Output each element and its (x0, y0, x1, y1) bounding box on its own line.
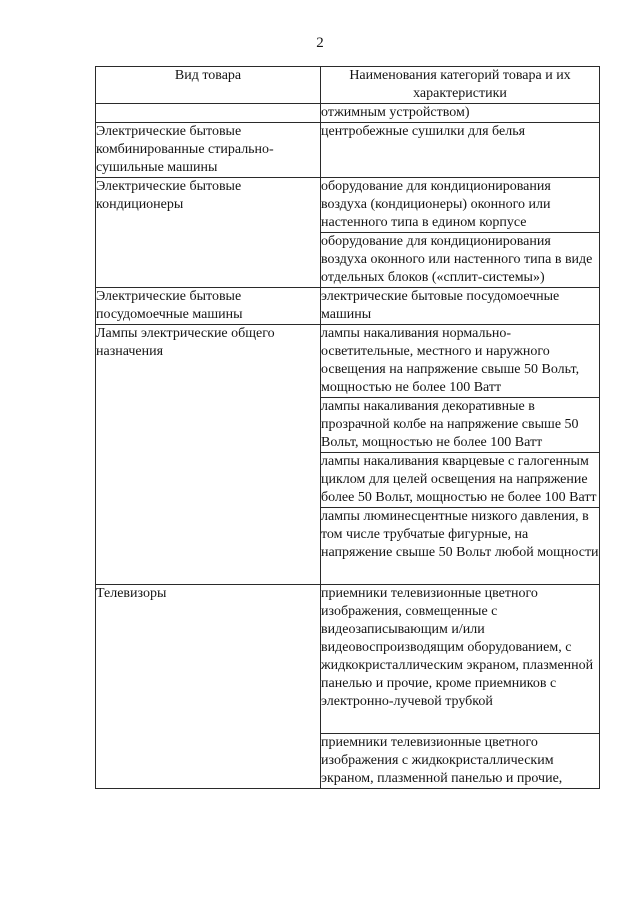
table-row (96, 325, 600, 398)
category-cell: оборудование для кондиционирования воздуха (кондиционеры) оконного или настенного типа в едином корпусе (321, 178, 600, 233)
table-row (96, 178, 600, 233)
category-cell: лампы накаливания декоративные в прозрачной колбе на напряжение свыше 50 Вольт, мощностью не более 100 Ватт (321, 398, 600, 453)
category-cell: лампы накаливания кварцевые с галогенным циклом для целей освещения на напряжение более 50 Вольт, мощностью не более 100 Ватт (321, 453, 600, 508)
product-type-cell: Лампы электрические общего назначения (96, 325, 321, 585)
column-header-categories: Наименования категорий товара и их характеристики (321, 67, 600, 104)
category-cell: приемники телевизионные цветного изображения с жидкокристаллическим экраном, плазменной панелью и прочие, (321, 734, 600, 789)
product-type-cell: Электрические бытовые кондиционеры (96, 178, 321, 288)
table-cell-continuation: отжимным устройством) (321, 104, 600, 123)
table-row (96, 123, 600, 178)
table-row (96, 288, 600, 325)
category-text: лампы люминесцентные низкого давления, в том числе трубчатые фигурные, на напряжение свыше 50 Вольт любой мощности (321, 509, 599, 560)
table-row (96, 585, 600, 734)
table-cell-empty (96, 104, 321, 123)
goods-table (95, 66, 600, 789)
table-header-row (96, 67, 600, 104)
category-cell (321, 508, 600, 585)
column-header-product-type: Вид товара (96, 67, 321, 104)
table-row (96, 104, 600, 123)
product-type-cell: Телевизоры (96, 585, 321, 789)
category-text: приемники телевизионные цветного изображения, совмещенные с видеозаписывающим и/или видеовоспроизводящим оборудованием, с жидкокристаллическим экраном, плазменной панелью и прочие, кроме приемников с электронно-лучевой трубкой (321, 586, 594, 709)
category-cell: электрические бытовые посудомоечные машины (321, 288, 600, 325)
category-cell: центробежные сушилки для белья (321, 123, 600, 178)
category-cell: оборудование для кондиционирования воздуха оконного или настенного типа в виде отдельных блоков («сплит-системы») (321, 233, 600, 288)
product-type-cell: Электрические бытовые посудомоечные машины (96, 288, 321, 325)
category-cell: лампы накаливания нормально-осветительные, местного и наружного освещения на напряжение свыше 50 Вольт, мощностью не более 100 Ватт (321, 325, 600, 398)
page-number: 2 (316, 35, 324, 51)
product-type-cell: Электрические бытовые комбинированные стирально-сушильные машины (96, 123, 321, 178)
category-cell (321, 585, 600, 734)
